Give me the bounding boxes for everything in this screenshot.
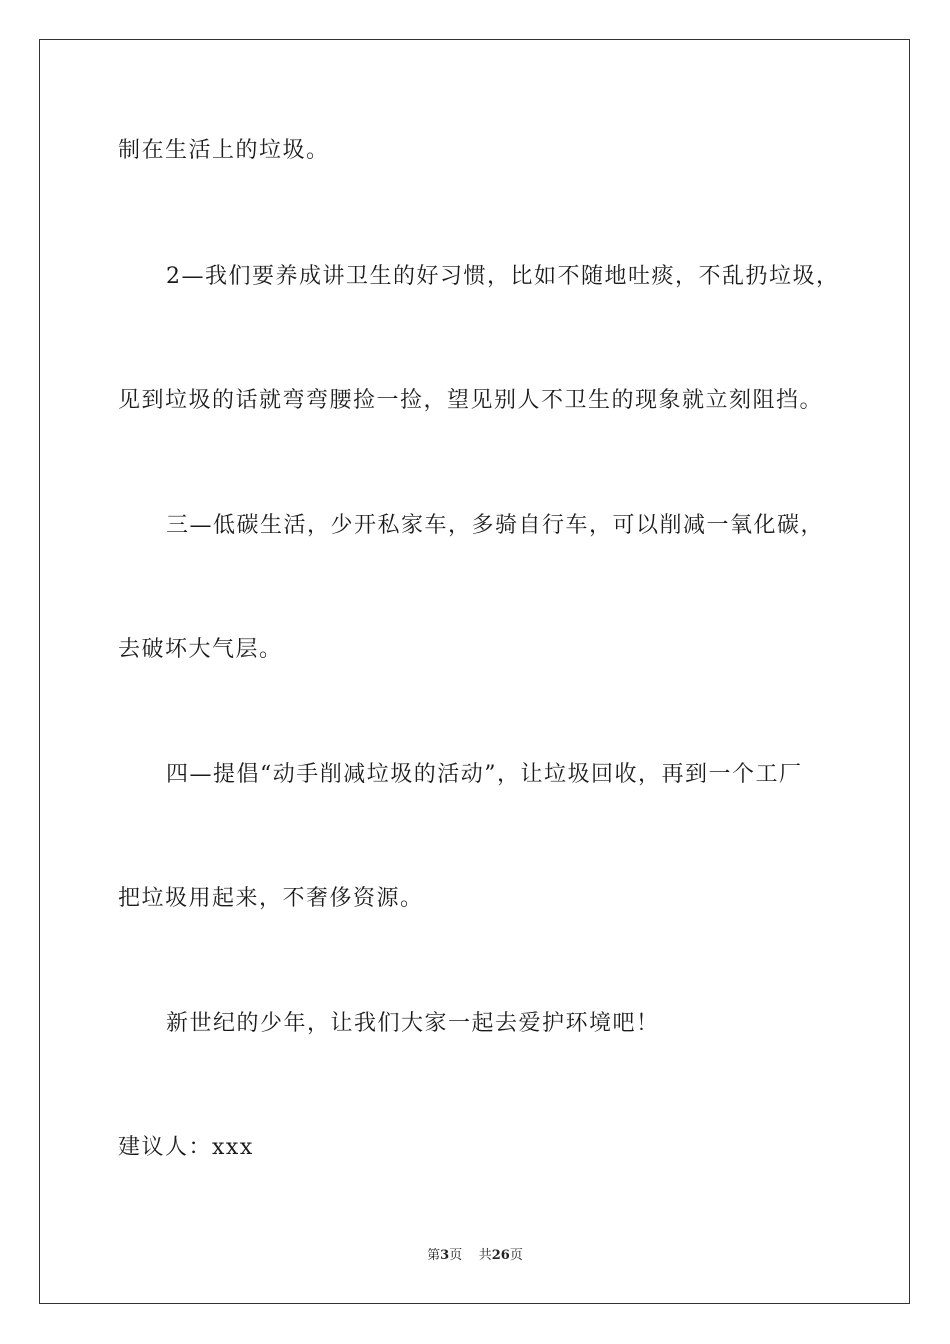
footer-page-number: 3 xyxy=(440,1248,450,1263)
page-border xyxy=(39,39,910,1304)
footer-page-prefix: 第 xyxy=(427,1248,441,1263)
footer-total-suffix: 页 xyxy=(509,1248,523,1263)
body-line-3: 见到垃圾的话就弯弯腰捡一捡，望见别人不卫生的现象就立刻阻挡。 xyxy=(118,388,824,413)
page-footer xyxy=(0,1247,950,1265)
body-line-4: 三—低碳生活，少开私家车，多骑自行车，可以削减一氧化碳， xyxy=(166,513,825,538)
body-line-1: 制在生活上的垃圾。 xyxy=(118,138,330,163)
body-line-7: 把垃圾用起来，不奢侈资源。 xyxy=(118,886,424,911)
body-line-2: 2—我们要养成讲卫生的好习惯，比如不随地吐痰，不乱扔垃圾， xyxy=(166,264,840,289)
body-line-5: 去破坏大气层。 xyxy=(118,637,283,662)
signature-line: 建议人：xxx xyxy=(118,1135,254,1160)
body-line-6: 四—提倡“动手削减垃圾的活动”，让垃圾回收，再到一个工厂 xyxy=(166,762,803,787)
footer-total-pages: 26 xyxy=(491,1248,510,1263)
footer-page-suffix: 页 xyxy=(449,1248,463,1263)
footer-total-prefix: 共 xyxy=(478,1248,492,1263)
body-line-8: 新世纪的少年，让我们大家一起去爱护环境吧！ xyxy=(166,1011,660,1036)
